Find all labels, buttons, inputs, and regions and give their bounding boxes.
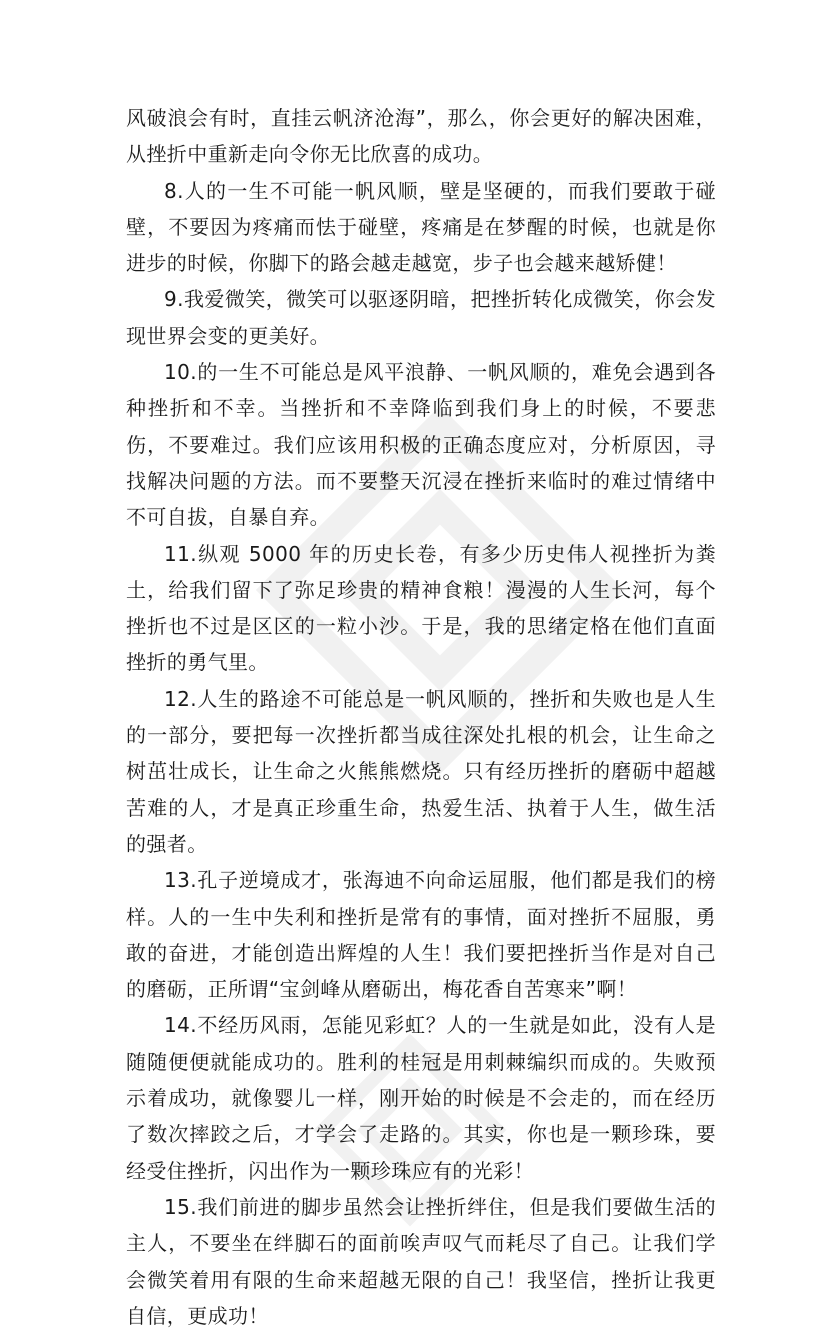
paragraph-continued: 风破浪会有时，直挂云帆济沧海”，那么，你会更好的解决困难，从挫折中重新走向令你无比欣喜的成功。 — [126, 106, 716, 167]
paragraph-15: 15.我们前进的脚步虽然会让挫折绊住，但是我们要做生活的主人，不要坐在绊脚石的面前唉声叹气而耗尽了自己。让我们学会微笑着用有限的生命来超越无限的自己！我坚信，挫折让我更自信，更成功！ — [126, 1194, 716, 1328]
paragraph-9: 9.我爱微笑，微笑可以驱逐阴暗，把挫折转化成微笑，你会发现世界会变的更美好。 — [126, 287, 716, 348]
paragraph-13: 13.孔子逆境成才，张海迪不向命运屈服，他们都是我们的榜样。人的一生中失利和挫折是常有的事情，面对挫折不屈服，勇敢的奋进，才能创造出辉煌的人生！我们要把挫折当作是对自己的磨砺，正所谓“宝剑峰从磨砺出，梅花香自苦寒来”啊！ — [126, 868, 716, 1002]
paragraph-8: 8.人的一生不可能一帆风顺，壁是坚硬的，而我们要敢于碰壁，不要因为疼痛而怯于碰壁，疼痛是在梦醒的时候，也就是你进步的时候，你脚下的路会越走越宽，步子也会越来越矫健！ — [126, 178, 716, 276]
paragraph-10: 10.的一生不可能总是风平浪静、一帆风顺的，难免会遇到各种挫折和不幸。当挫折和不幸降临到我们身上的时候，不要悲伤，不要难过。我们应该用积极的正确态度应对，分析原因，寻找解决问题的方法。而不要整天沉浸在挫折来临时的难过情绪中不可自拔，自暴自弃。 — [126, 360, 716, 530]
document-body — [126, 100, 716, 1334]
paragraph-11: 11.纵观 5000 年的历史长卷，有多少历史伟人视挫折为粪土，给我们留下了弥足珍贵的精神食粮！漫漫的人生长河，每个挫折也不过是区区的一粒小沙。于是，我的思绪定格在他们直面挫折的勇气里。 — [126, 541, 716, 675]
paragraph-14: 14.不经历风雨，怎能见彩虹？人的一生就是如此，没有人是随随便便就能成功的。胜利的桂冠是用刺棘编织而成的。失败预示着成功，就像婴儿一样，刚开始的时候是不会走的，而在经历了数次摔跤之后，才学会了走路的。其实，你也是一颗珍珠，要经受住挫折，闪出作为一颗珍珠应有的光彩！ — [126, 1013, 716, 1183]
paragraph-12: 12.人生的路途不可能总是一帆风顺的，挫折和失败也是人生的一部分，要把每一次挫折都当成往深处扎根的机会，让生命之树茁壮成长，让生命之火熊熊燃烧。只有经历挫折的磨砺中超越苦难的人，才是真正珍重生命，热爱生活、执着于人生，做生活的强者。 — [126, 686, 716, 856]
